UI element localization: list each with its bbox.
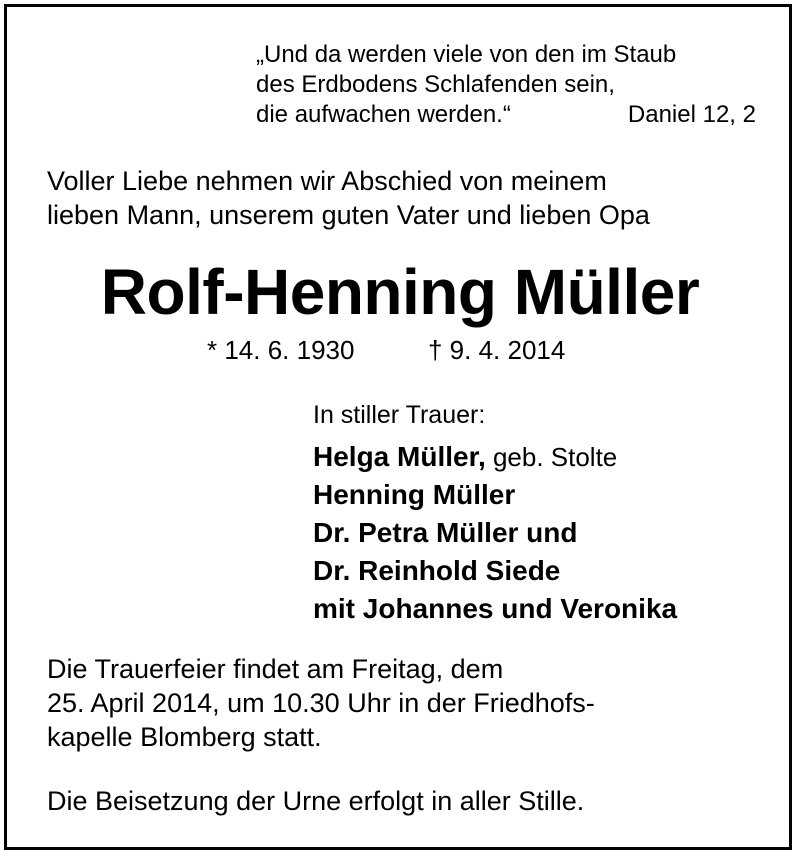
service-line: kapelle Blomberg statt. [47,722,322,752]
deceased-name: Rolf-Henning Müller [100,256,700,328]
mourners-list [313,398,677,628]
bible-quote [256,40,756,130]
burial-info: Die Beisetzung der Urne erfolgt in aller Stille. [47,786,585,816]
mourner-name-text: Helga Müller, [313,441,486,472]
service-line: Die Trauerfeier findet am Freitag, dem [47,654,504,684]
funeral-service-info [47,652,595,754]
mourner-name: mit Johannes und Veronika [313,593,678,624]
quote-line: „Und da werden viele von den im Staub [256,41,677,68]
death-date: † 9. 4. 2014 [428,335,566,365]
mourner-name [313,438,677,476]
mourner-name-suffix: geb. Stolte [485,442,618,472]
quote-line: des Erdbodens Schlafenden sein, [256,71,615,98]
intro-line: lieben Mann, unserem guten Vater und lieben Opa [47,200,650,230]
mourner-name: Dr. Petra Müller und [313,517,578,548]
mourner-name: Henning Müller [313,479,516,510]
farewell-intro [47,164,650,232]
quote-line: die aufwachen werden.“ [256,101,511,128]
service-line: 25. April 2014, um 10.30 Uhr in der Friedhofs- [47,688,595,718]
mourner-name: Dr. Reinhold Siede [313,555,561,586]
birth-date: * 14. 6. 1930 [207,335,355,365]
quote-reference: Daniel 12, 2 [627,101,756,128]
mourning-label: In stiller Trauer: [313,401,486,429]
intro-line: Voller Liebe nehmen wir Abschied von meinem [47,166,607,196]
